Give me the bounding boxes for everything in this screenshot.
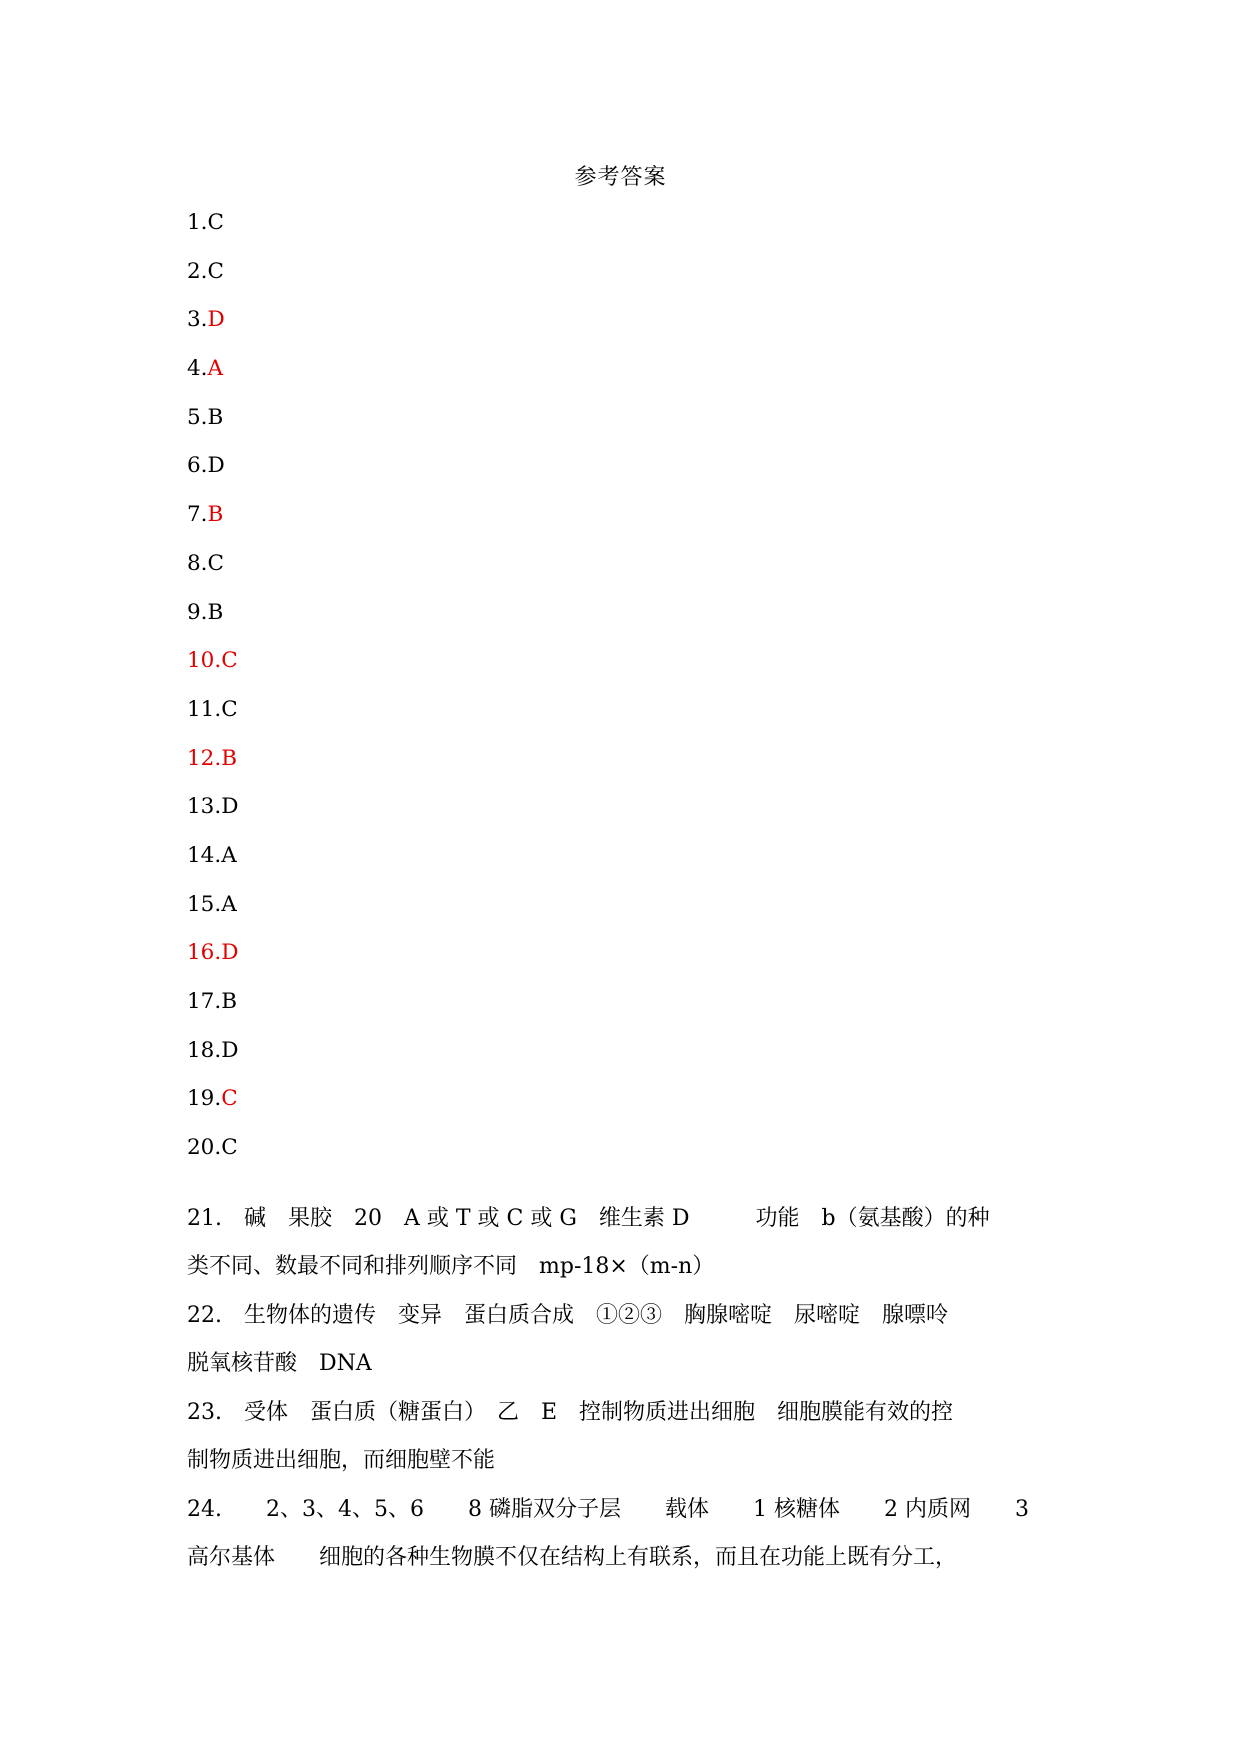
answer-choice: B <box>221 745 238 771</box>
answer-number: 18. <box>187 1037 222 1063</box>
answer-item <box>187 549 238 598</box>
answer-choice: D <box>221 1037 239 1063</box>
answer-number: 2. <box>187 258 208 284</box>
answer-23-line-1: 23. 受体 蛋白质（糖蛋白） 乙 E 控制物质进出细胞 细胞膜能有效的控 <box>187 1400 954 1425</box>
answer-choice: D <box>207 307 225 333</box>
answer-24-line-1: 24. 2、3、4、5、6 8 磷脂双分子层 载体 1 核糖体 2 内质网 3 <box>187 1497 1029 1522</box>
answer-choice: A <box>207 356 224 382</box>
answer-23 <box>187 1389 1107 1485</box>
answer-item <box>187 1133 238 1182</box>
answer-choice: A <box>221 891 237 917</box>
answer-item <box>187 1036 238 1085</box>
answer-choice: B <box>207 404 224 430</box>
answer-number: 13. <box>187 794 222 820</box>
answer-item <box>187 792 238 841</box>
page-title: 参考答案 <box>574 165 667 190</box>
answer-item <box>187 598 238 647</box>
answer-choice: C <box>221 1135 238 1161</box>
answer-number: 10. <box>187 648 222 674</box>
answer-item <box>187 208 238 257</box>
answer-choice: C <box>207 258 224 284</box>
answer-item <box>187 987 238 1036</box>
answer-choice: D <box>207 453 225 479</box>
answer-choice: C <box>207 210 224 235</box>
answer-number: 1. <box>187 210 208 235</box>
answer-22-line-1: 22. 生物体的遗传 变异 蛋白质合成 ①②③ 胸腺嘧啶 尿嘧啶 腺嘌呤 <box>187 1303 948 1328</box>
answer-22-line-2: 脱氧核苷酸 DNA <box>187 1351 372 1376</box>
answer-item <box>187 695 238 744</box>
answer-item <box>187 841 238 890</box>
answer-number: 11. <box>187 696 222 722</box>
answer-item <box>187 305 238 354</box>
answer-number: 16. <box>187 940 222 966</box>
answer-number: 6. <box>187 453 208 479</box>
answer-number: 9. <box>187 599 208 625</box>
answer-item <box>187 403 238 452</box>
answer-item <box>187 451 238 500</box>
answer-item <box>187 646 238 695</box>
answer-item <box>187 938 238 987</box>
answer-item <box>187 354 238 403</box>
answer-item <box>187 890 238 939</box>
answer-23-line-2: 制物质进出细胞，而细胞壁不能 <box>187 1448 496 1473</box>
answer-choice: B <box>221 989 238 1014</box>
answer-21 <box>187 1195 1107 1291</box>
answer-choice: C <box>221 648 238 674</box>
answer-21-line-2: 类不同、数最不同和排列顺序不同 mp-18×（m-n） <box>187 1254 715 1279</box>
answer-22 <box>187 1292 1107 1388</box>
answer-number: 19. <box>187 1086 222 1112</box>
answer-item <box>187 500 238 549</box>
answer-number: 14. <box>187 842 222 868</box>
answer-choice: C <box>221 696 238 722</box>
answer-item <box>187 744 238 793</box>
answer-list <box>187 208 238 1182</box>
answer-number: 7. <box>187 502 208 528</box>
answer-choice: B <box>207 502 224 528</box>
answer-number: 15. <box>187 891 222 917</box>
answer-choice: A <box>221 842 237 868</box>
answer-24 <box>187 1486 1107 1582</box>
answer-21-line-1: 21. 碱 果胶 20 A 或 T 或 C 或 G 维生素 D 功能 b（氨基酸）的种 <box>187 1206 990 1231</box>
answer-item <box>187 1084 238 1133</box>
answer-number: 5. <box>187 404 208 430</box>
answer-number: 4. <box>187 356 208 382</box>
answer-choice: C <box>207 550 224 576</box>
answer-number: 3. <box>187 307 208 333</box>
answer-item <box>187 257 238 306</box>
answer-24-line-2: 高尔基体 细胞的各种生物膜不仅在结构上有联系，而且在功能上既有分工， <box>187 1545 958 1570</box>
answer-choice: C <box>221 1086 238 1112</box>
answer-choice: D <box>221 940 239 966</box>
answer-number: 20. <box>187 1135 222 1161</box>
answer-choice: D <box>221 794 239 820</box>
answer-number: 8. <box>187 550 208 576</box>
answer-choice: B <box>207 599 224 625</box>
answer-number: 12. <box>187 745 222 771</box>
answer-number: 17. <box>187 989 222 1014</box>
